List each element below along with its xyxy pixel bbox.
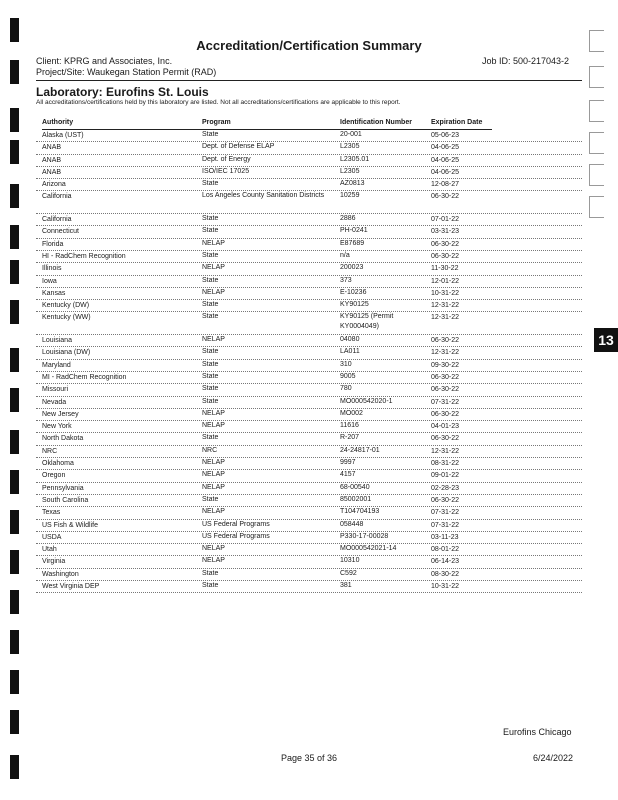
id-number-cell: P330-17-00028 [340, 532, 389, 540]
authority-cell: Louisiana [42, 337, 72, 345]
program-cell: State [202, 180, 219, 188]
program-cell: US Federal Programs [202, 520, 270, 528]
expiration-cell: 06-30-22 [431, 252, 460, 260]
section-tab-box [589, 66, 604, 88]
expiration-cell: 06-30-22 [431, 410, 460, 418]
table-row [36, 384, 582, 396]
authority-cell: California [42, 193, 72, 201]
table-row [36, 433, 582, 445]
id-number-cell: 10310 [340, 557, 360, 565]
table-row [36, 544, 582, 556]
id-number-cell: 4157 [340, 471, 356, 479]
expiration-cell: 04-06-25 [431, 144, 460, 152]
table-row [36, 335, 582, 347]
id-number-cell: 20-001 [340, 131, 362, 138]
id-number-cell: 310 [340, 360, 352, 368]
id-number-cell: 9005 [340, 372, 356, 380]
id-number-cell: KY90125 [340, 301, 369, 309]
section-tab-box [589, 132, 604, 154]
id-number-cell: PH-0241 [340, 227, 368, 235]
authority-cell: New York [42, 423, 72, 431]
margin-mark [10, 630, 19, 654]
authority-cell: Alaska (UST) [42, 132, 84, 139]
program-cell: State [202, 434, 219, 442]
margin-mark [10, 108, 19, 132]
laboratory-heading: Laboratory: Eurofins St. Louis [36, 85, 209, 99]
id-number-cell: n/a [340, 251, 350, 259]
margin-mark [10, 590, 19, 614]
table-row [36, 556, 582, 568]
job-id: Job ID: 500-217043-2 [482, 56, 570, 66]
authority-cell: Texas [42, 509, 61, 517]
table-row [36, 288, 582, 300]
program-cell: Dept. of Defense ELAP [202, 143, 275, 151]
authority-cell: Louisiana (DW) [42, 349, 91, 357]
margin-mark [10, 300, 19, 324]
id-number-cell: MO000542020-1 [340, 397, 393, 405]
authority-cell: Iowa [42, 277, 57, 285]
authority-cell: Utah [42, 546, 57, 554]
program-cell: State [202, 215, 219, 223]
expiration-cell: 12-31-22 [431, 349, 460, 357]
authority-cell: Florida [42, 240, 64, 248]
margin-mark [10, 60, 19, 84]
margin-mark [10, 225, 19, 249]
scan-margin-marks [10, 0, 20, 800]
page-number: Page 35 of 36 [280, 753, 338, 763]
id-number-cell: 780 [340, 385, 352, 393]
margin-mark [10, 510, 19, 534]
table-row [36, 446, 582, 458]
program-cell: NELAP [202, 239, 225, 247]
section-tab-box [589, 100, 604, 122]
id-number-cell: 04080 [340, 336, 360, 344]
program-cell: NELAP [202, 336, 225, 344]
id-number-cell: MO002 [340, 409, 363, 417]
column-header-expiration: Expiration Date [431, 119, 483, 126]
authority-cell: South Carolina [42, 496, 89, 504]
table-row [36, 397, 582, 409]
program-cell: Los Angeles County Sanitation Districts [202, 192, 325, 200]
authority-cell: Kentucky (DW) [42, 302, 90, 310]
program-cell: State [202, 301, 219, 309]
id-number-cell: 85002001 [340, 495, 372, 503]
expiration-cell: 06-30-22 [431, 240, 460, 248]
margin-mark [10, 140, 19, 164]
authority-cell: Washington [42, 570, 79, 578]
authority-cell: Missouri [42, 386, 69, 394]
id-number-cell: 381 [340, 581, 352, 589]
table-row [36, 130, 582, 142]
program-cell: Dept. of Energy [202, 155, 251, 163]
expiration-cell: 08-01-22 [431, 546, 460, 554]
authority-cell: Pennsylvania [42, 484, 84, 492]
id-number-cell: 2886 [340, 215, 356, 223]
expiration-cell: 09-01-22 [431, 472, 460, 480]
program-cell: NELAP [202, 288, 225, 296]
margin-mark [10, 184, 19, 208]
authority-cell: Arizona [42, 181, 66, 189]
program-cell: State [202, 251, 219, 259]
table-row [36, 483, 582, 495]
expiration-cell: 02-28-23 [431, 484, 460, 492]
id-number-cell: MO000542021-14 [340, 545, 397, 553]
margin-mark [10, 550, 19, 574]
id-number-cell: L2305 [340, 167, 360, 175]
margin-mark [10, 470, 19, 494]
expiration-cell: 06-30-22 [431, 337, 460, 345]
expiration-cell: 07-31-22 [431, 509, 460, 517]
accreditation-table [36, 130, 582, 593]
table-row [36, 226, 582, 238]
expiration-cell: 10-31-22 [431, 289, 460, 297]
expiration-cell: 12-01-22 [431, 277, 460, 285]
page-title: Accreditation/Certification Summary [196, 38, 422, 53]
id-number-cell: L2305.01 [340, 155, 370, 163]
authority-cell: USDA [42, 533, 62, 541]
column-header-authority: Authority [42, 119, 74, 126]
expiration-cell: 12-31-22 [431, 447, 460, 455]
id-number-cell: L2305 [340, 143, 360, 151]
margin-mark [10, 430, 19, 454]
authority-cell: New Jersey [42, 410, 79, 418]
id-number-cell: 10259 [340, 192, 360, 200]
id-number-cell: 9997 [340, 459, 356, 467]
expiration-cell: 06-30-22 [431, 193, 460, 201]
table-row [36, 312, 582, 335]
id-number-cell: LA011 [340, 348, 360, 356]
expiration-cell: 06-30-22 [431, 496, 460, 504]
expiration-cell: 09-30-22 [431, 361, 460, 369]
program-cell: State [202, 227, 219, 235]
program-cell: NELAP [202, 471, 225, 479]
column-header-program: Program [202, 119, 231, 126]
table-row [36, 142, 582, 154]
program-cell: ISO/IEC 17025 [202, 167, 250, 175]
table-row [36, 495, 582, 507]
authority-cell: Oklahoma [42, 460, 74, 468]
expiration-cell: 06-14-23 [431, 558, 460, 566]
table-row [36, 532, 582, 544]
program-cell: State [202, 276, 219, 284]
id-number-cell: C592 [340, 569, 357, 577]
accreditation-note: All accreditations/certifications held by this laboratory are listed. Not all accreditations/certifications are applicable to this report. [36, 99, 401, 106]
expiration-cell: 11-30-22 [431, 265, 459, 273]
expiration-cell: 12-31-22 [431, 302, 460, 310]
id-number-cell: R-207 [340, 434, 360, 442]
section-tab-box [589, 164, 604, 186]
table-row [36, 276, 582, 288]
table-row [36, 179, 582, 191]
authority-cell: US Fish & Wildlife [42, 521, 99, 529]
margin-mark [10, 710, 19, 734]
table-row [36, 409, 582, 421]
program-cell: State [202, 385, 219, 393]
table-row [36, 569, 582, 581]
program-cell: NELAP [202, 459, 225, 467]
authority-cell: ANAB [42, 156, 62, 164]
program-cell: NELAP [202, 264, 225, 272]
footer-date: 6/24/2022 [533, 753, 574, 763]
authority-cell: Oregon [42, 472, 66, 480]
id-number-cell: E-10236 [340, 288, 367, 296]
table-row [36, 167, 582, 179]
authority-cell: Kentucky (WW) [42, 314, 91, 322]
program-cell: NELAP [202, 409, 225, 417]
expiration-cell: 05-06-23 [431, 132, 460, 139]
id-number-cell: 11616 [340, 422, 359, 430]
table-row [36, 155, 582, 167]
expiration-cell: 03-31-23 [431, 228, 460, 236]
id-number-cell: 373 [340, 276, 352, 284]
expiration-cell: 04-01-23 [431, 423, 460, 431]
table-header [36, 119, 582, 129]
id-number-cell: T104704193 [340, 508, 380, 516]
id-number-cell: E87689 [340, 239, 365, 247]
program-cell: State [202, 348, 219, 356]
program-cell: NELAP [202, 557, 225, 565]
expiration-cell: 04-06-25 [431, 156, 460, 164]
table-row [36, 581, 582, 593]
table-row [36, 372, 582, 384]
authority-cell: MI - RadChem Recognition [42, 373, 127, 381]
program-cell: State [202, 569, 219, 577]
expiration-cell: 10-31-22 [431, 582, 460, 590]
section-tab-number: 13 [594, 328, 618, 352]
authority-cell: HI - RadChem Recognition [42, 252, 126, 260]
table-row [36, 347, 582, 359]
id-number-cell: 24-24817-01 [340, 446, 380, 454]
table-row [36, 300, 582, 312]
authority-cell: Kansas [42, 289, 66, 297]
program-cell: State [202, 581, 219, 589]
id-number-cell: KY90125 (Permit KY0004049) [340, 313, 394, 331]
section-tab-box [589, 196, 604, 218]
margin-mark [10, 388, 19, 412]
program-cell: NELAP [202, 422, 225, 430]
authority-cell: Connecticut [42, 228, 79, 236]
expiration-cell: 06-30-22 [431, 373, 460, 381]
program-cell: State [202, 495, 219, 503]
authority-cell: West Virginia DEP [42, 582, 100, 590]
table-row [36, 191, 582, 214]
project-line: Project/Site: Waukegan Station Permit (RAD) [36, 67, 217, 77]
expiration-cell: 07-31-22 [431, 521, 460, 529]
authority-cell: NRC [42, 447, 58, 455]
table-row [36, 251, 582, 263]
header-divider [36, 80, 582, 81]
authority-cell: Maryland [42, 361, 71, 369]
program-cell: State [202, 360, 219, 368]
authority-cell: ANAB [42, 144, 62, 152]
id-number-cell: AZ0813 [340, 180, 365, 188]
program-cell: State [202, 397, 219, 405]
table-row [36, 421, 582, 433]
table-row [36, 214, 582, 226]
table-row [36, 239, 582, 251]
margin-mark [10, 348, 19, 372]
authority-cell: California [42, 216, 72, 224]
margin-mark [10, 670, 19, 694]
program-cell: State [202, 372, 219, 380]
id-number-cell: 058448 [340, 520, 364, 528]
expiration-cell: 04-06-25 [431, 168, 460, 176]
program-cell: US Federal Programs [202, 532, 270, 540]
program-cell: NRC [202, 446, 218, 454]
authority-cell: Virginia [42, 558, 66, 566]
client-line: Client: KPRG and Associates, Inc. [36, 56, 173, 66]
id-number-cell: 68-00540 [340, 483, 370, 491]
authority-cell: Illinois [42, 265, 62, 273]
authority-cell: ANAB [42, 168, 62, 176]
expiration-cell: 08-30-22 [431, 570, 460, 578]
expiration-cell: 07-01-22 [431, 216, 460, 224]
table-row [36, 360, 582, 372]
table-row [36, 507, 582, 519]
program-cell: State [202, 131, 219, 138]
authority-cell: Nevada [42, 398, 67, 406]
expiration-cell: 06-30-22 [431, 386, 460, 394]
table-row [36, 470, 582, 482]
program-cell: NELAP [202, 545, 225, 553]
table-row [36, 263, 582, 275]
expiration-cell: 07-31-22 [431, 398, 460, 406]
program-cell: NELAP [202, 483, 225, 491]
table-row [36, 520, 582, 532]
id-number-cell: 200023 [340, 264, 364, 272]
expiration-cell: 03-11-23 [431, 533, 459, 541]
footer-lab-name: Eurofins Chicago [503, 727, 572, 737]
margin-mark [10, 260, 19, 284]
program-cell: NELAP [202, 508, 225, 516]
expiration-cell: 12-31-22 [431, 314, 460, 322]
expiration-cell: 06-30-22 [431, 435, 460, 443]
program-cell: State [202, 313, 219, 321]
expiration-cell: 08-31-22 [431, 460, 460, 468]
column-header-id-number: Identification Number [340, 119, 412, 126]
authority-cell: North Dakota [42, 435, 84, 443]
table-row [36, 458, 582, 470]
expiration-cell: 12-08-27 [431, 181, 460, 189]
